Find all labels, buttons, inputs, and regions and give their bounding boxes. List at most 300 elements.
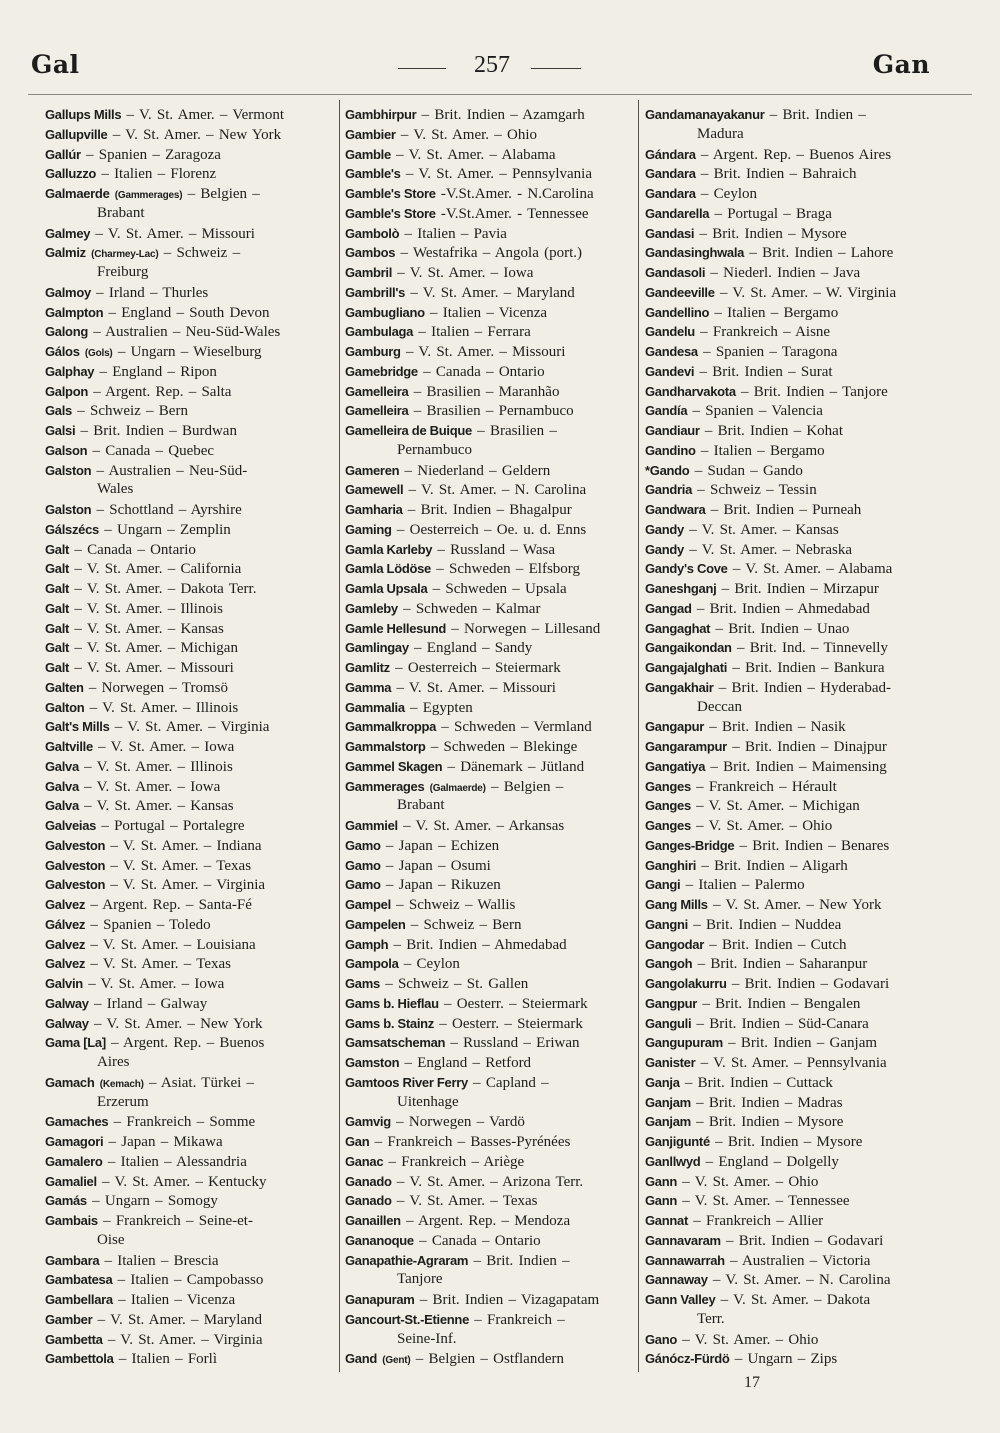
place-name: Gandevi	[645, 363, 695, 379]
location-detail: – Brit. Indien – Ganjam	[728, 1035, 878, 1052]
entry-line	[345, 658, 637, 678]
gazetteer-entry	[45, 757, 337, 777]
gazetteer-entry	[645, 836, 937, 856]
location-detail: -V.St.Amer. - N.Carolina	[440, 186, 594, 202]
place-name: Gams	[345, 976, 380, 991]
location-detail: – V. St. Amer. – Iowa	[397, 265, 534, 281]
entry-line	[645, 303, 937, 323]
gazetteer-entry	[45, 895, 337, 915]
gazetteer-entry	[345, 1053, 637, 1073]
entry-line	[45, 1014, 337, 1034]
place-name: Galt	[45, 581, 70, 596]
place-name: Gamph	[345, 936, 389, 952]
gazetteer-entry	[45, 678, 337, 698]
place-name: Gamsatscheman	[345, 1035, 446, 1051]
entry-line	[345, 520, 637, 540]
gazetteer-entry	[645, 1053, 937, 1073]
entry-continuation-line	[45, 1093, 337, 1113]
entry-line	[45, 737, 337, 757]
entry-line	[645, 382, 937, 402]
location-detail: – V. St. Amer. – Missouri	[405, 344, 566, 360]
place-name: Gangpur	[645, 995, 698, 1011]
gazetteer-entry	[345, 717, 637, 737]
entry-line	[345, 401, 637, 421]
place-name: Ganja	[645, 1074, 680, 1090]
column-2	[345, 105, 637, 1369]
location-detail: – V. St. Amer. – New York	[712, 897, 882, 913]
entry-line	[645, 1251, 937, 1271]
location-detail: – V. St. Amer. – N. Carolina	[712, 1272, 891, 1289]
place-name: Gandria	[645, 482, 693, 498]
place-name: Gandasinghwala	[645, 245, 745, 261]
location-continuation: Pernambuco	[397, 441, 472, 458]
place-name: Gandasoli	[645, 265, 706, 280]
gazetteer-entry	[345, 480, 637, 500]
gazetteer-entry	[645, 954, 937, 974]
entry-line	[345, 559, 637, 579]
gazetteer-entry	[645, 1132, 937, 1152]
entry-line	[45, 1191, 337, 1211]
location-continuation: Tanjore	[397, 1271, 443, 1288]
location-detail: – Ceylon	[403, 956, 460, 973]
place-name: Gamvig	[345, 1114, 391, 1130]
entry-line	[345, 1231, 637, 1251]
location-detail: – Canada – Ontario	[74, 541, 196, 558]
location-detail: -V.St.Amer. - Tennessee	[440, 205, 589, 222]
gazetteer-entry	[45, 145, 337, 165]
gazetteer-entry	[645, 500, 937, 520]
place-name: Gambugliano	[345, 304, 425, 320]
entry-line	[45, 619, 337, 639]
place-name: Gangakhair	[645, 679, 714, 695]
location-detail: – Australien – Victoria	[730, 1252, 871, 1269]
entry-line	[345, 698, 637, 718]
place-name: Galveston	[45, 837, 106, 853]
place-name: Gamaliel	[45, 1173, 97, 1189]
gazetteer-entry	[345, 1310, 637, 1350]
entry-line	[45, 1290, 337, 1310]
entry-line	[345, 678, 637, 698]
entry-continuation-line	[345, 441, 637, 461]
entry-line	[45, 421, 337, 441]
entry-line	[645, 796, 937, 816]
gazetteer-entry	[45, 184, 337, 224]
place-name: Galveston	[45, 877, 106, 893]
entry-line	[45, 796, 337, 816]
location-detail: – Italien – Palermo	[685, 877, 805, 894]
entry-line	[345, 915, 637, 935]
gazetteer-entry	[45, 1152, 337, 1172]
entry-line	[345, 461, 637, 481]
column-3	[645, 105, 937, 1369]
entry-line	[345, 500, 637, 520]
gazetteer-entry	[645, 1073, 937, 1093]
gazetteer-entry	[45, 362, 337, 382]
location-detail: – Spanien – Zaragoza	[86, 146, 221, 163]
entry-line	[45, 579, 337, 599]
location-continuation: Wales	[97, 481, 134, 498]
place-name: Galvez	[45, 897, 86, 912]
place-name: Gams b. Stainz	[345, 1015, 434, 1031]
gazetteer-entry	[45, 1132, 337, 1152]
location-detail: – Brit. Indien – Dinajpur	[732, 739, 887, 755]
place-name: Galluzzo	[45, 166, 97, 182]
entry-line	[345, 1132, 637, 1152]
location-detail: – V. St. Amer. – Pennsylvania	[405, 166, 592, 183]
location-detail: – V. St. Amer. – Ohio	[682, 1331, 819, 1348]
location-detail: – Brit. Indien –	[769, 107, 866, 123]
gazetteer-entry	[345, 243, 637, 263]
gazetteer-entry	[45, 579, 337, 599]
gazetteer-entry	[45, 698, 337, 718]
location-detail: – Schweiz – Bern	[410, 916, 522, 933]
gazetteer-entry	[45, 1014, 337, 1034]
location-continuation: Brabant	[97, 204, 145, 221]
gazetteer-entry	[345, 678, 637, 698]
location-detail: – V. St. Amer. – Ohio	[696, 818, 833, 834]
location-detail: – Oesterr. – Steiermark	[444, 995, 588, 1012]
place-name: Ganjam	[645, 1114, 691, 1130]
entry-line	[645, 757, 937, 777]
entry-line	[345, 619, 637, 639]
gazetteer-entry	[45, 224, 337, 244]
place-name: Gampelen	[345, 916, 406, 932]
gazetteer-entry	[645, 520, 937, 540]
entry-line	[645, 559, 937, 579]
location-detail: – Italien – Brescia	[104, 1252, 219, 1269]
gazetteer-entry	[45, 1290, 337, 1310]
place-name: Ganado	[345, 1173, 392, 1189]
place-name: Gándara	[645, 146, 696, 162]
alternate-name: (Kemach)	[99, 1078, 144, 1090]
place-name: Gangolakurru	[645, 976, 727, 991]
location-detail: – Schweden – Vermland	[441, 719, 592, 736]
gazetteer-entry	[645, 816, 937, 836]
entry-line	[645, 1290, 937, 1310]
gazetteer-entry	[45, 303, 337, 323]
entry-line	[45, 1211, 337, 1231]
gazetteer-entry	[45, 777, 337, 797]
place-name: Gan	[345, 1134, 370, 1149]
entry-line	[345, 717, 637, 737]
place-name: Gambara	[45, 1252, 100, 1268]
location-detail: – V. St. Amer. – Pennsylvania	[700, 1055, 887, 1071]
place-name: Gamble	[345, 146, 391, 162]
place-name: Galt	[45, 541, 70, 557]
entry-line	[45, 935, 337, 955]
place-name: Gandiaur	[645, 423, 700, 438]
place-name: Ganghiri	[645, 857, 697, 873]
entry-line	[645, 579, 937, 599]
location-detail: – V. St. Amer. – Tennessee	[682, 1193, 850, 1210]
entry-line	[345, 1014, 637, 1034]
location-detail: – Brit. Indien – Tanjore	[741, 383, 888, 400]
gazetteer-entry	[45, 1112, 337, 1132]
entry-line	[345, 1053, 637, 1073]
gazetteer-entry	[345, 382, 637, 402]
gazetteer-entry	[645, 994, 937, 1014]
entry-line	[45, 1073, 337, 1093]
gazetteer-entry	[45, 856, 337, 876]
location-detail: – V. St. Amer. – Dakota	[720, 1292, 871, 1308]
location-detail: – Norwegen – Vardö	[396, 1114, 525, 1131]
location-detail: – Schweiz – Bern	[77, 403, 188, 420]
entry-line	[345, 382, 637, 402]
entry-line	[645, 263, 937, 283]
place-name: Gangi	[645, 877, 681, 893]
gazetteer-entry	[45, 1310, 337, 1330]
entry-line	[645, 322, 937, 342]
place-name: Galveias	[45, 818, 97, 833]
location-detail: – Frankreich – Hérault	[696, 778, 837, 795]
location-detail: – Brasilien –	[477, 423, 557, 439]
place-name: Gamlitz	[345, 660, 390, 675]
gazetteer-entry	[45, 283, 337, 303]
entry-line	[45, 303, 337, 323]
location-detail: – Brit. Indien – Lahore	[749, 245, 894, 262]
entry-continuation-line	[45, 480, 337, 500]
location-detail: – Italien – Campobasso	[117, 1272, 264, 1289]
gazetteer-entry	[645, 1211, 937, 1231]
entry-line	[645, 974, 937, 994]
place-name: Ganeshganj	[645, 581, 717, 596]
gazetteer-entry	[345, 619, 637, 639]
place-name: Gamla Karleby	[345, 541, 433, 557]
gazetteer-entry	[345, 856, 637, 876]
location-detail: – Schweiz – Tessin	[697, 482, 817, 499]
location-detail: – Italien – Pavia	[404, 225, 507, 242]
location-detail: – Brit. Indien – Maimensing	[710, 758, 887, 775]
place-name: Gálvez	[45, 916, 86, 932]
location-detail: – V. St. Amer. – Arizona Terr.	[396, 1173, 584, 1190]
place-name: Gannawarrah	[645, 1252, 725, 1268]
header-dash	[531, 68, 581, 69]
entry-line	[645, 540, 937, 560]
entry-line	[645, 777, 937, 797]
entry-line	[645, 1093, 937, 1113]
location-detail: – V. St. Amer. – Iowa	[88, 976, 225, 992]
location-detail: – Portugal – Braga	[714, 205, 832, 222]
entry-line	[645, 1053, 937, 1073]
location-detail: – Canada – Quebec	[92, 442, 215, 459]
gazetteer-entry	[45, 441, 337, 461]
entry-line	[45, 757, 337, 777]
location-detail: – V. St. Amer. – Vermont	[126, 107, 285, 123]
location-detail: – Argent. Rep. – Mendoza	[406, 1213, 571, 1229]
location-detail: – V. St. Amer. – Maryland	[97, 1311, 263, 1328]
gazetteer-entry	[45, 638, 337, 658]
entry-line	[645, 994, 937, 1014]
location-detail: – Japan – Osumi	[385, 857, 491, 874]
entry-line	[45, 875, 337, 895]
place-name: Galvin	[45, 976, 83, 991]
entry-line	[345, 579, 637, 599]
location-detail: – Italien – Bergamo	[700, 442, 825, 459]
location-detail: – Brit. Indien – Kohat	[704, 423, 843, 439]
location-detail: – Australien – Neu-Süd-	[96, 462, 248, 479]
gazetteer-entry	[345, 500, 637, 520]
location-detail: – Brit. Indien – Madras	[696, 1094, 843, 1111]
location-detail: – V. St. Amer. – Dakota Terr.	[74, 581, 257, 597]
place-name: Gandwara	[645, 502, 706, 517]
place-name: Gamelleira	[345, 403, 409, 419]
entry-line	[45, 342, 337, 362]
header-dash	[398, 68, 446, 69]
entry-line	[645, 856, 937, 876]
entry-line	[645, 441, 937, 461]
place-name: Gangoh	[645, 956, 693, 972]
location-detail: – Norwegen – Tromsö	[88, 679, 228, 696]
place-name: Gálos	[45, 344, 80, 359]
alternate-name: (Gammerages)	[114, 190, 183, 201]
gazetteer-entry	[45, 342, 337, 362]
entry-line	[45, 974, 337, 994]
entry-line	[645, 1349, 937, 1369]
gazetteer-entry	[45, 243, 337, 283]
location-detail: – V. St. Amer. – Kansas	[74, 620, 224, 637]
place-name: Galson	[45, 442, 88, 458]
gazetteer-entry	[345, 935, 637, 955]
entry-line	[345, 599, 637, 619]
gazetteer-entry	[645, 1172, 937, 1192]
entry-line	[345, 974, 637, 994]
entry-line	[45, 638, 337, 658]
entry-line	[345, 1073, 637, 1093]
place-name: Galong	[45, 324, 88, 340]
gazetteer-entry	[345, 1073, 637, 1113]
location-detail: – Brit. Indien – Aligarh	[701, 857, 848, 874]
page-number: 257	[474, 52, 510, 78]
gazetteer-entry	[345, 1251, 637, 1291]
entry-line	[345, 1211, 637, 1231]
entry-line	[45, 559, 337, 579]
gazetteer-entry	[45, 658, 337, 678]
entry-line	[345, 757, 637, 777]
gazetteer-entry	[645, 875, 937, 895]
gazetteer-entry	[345, 1152, 637, 1172]
place-name: Gandy	[645, 541, 684, 557]
gazetteer-entry	[345, 1290, 637, 1310]
entry-line	[45, 362, 337, 382]
entry-line	[645, 599, 937, 619]
gazetteer-entry	[345, 461, 637, 481]
place-name: Gandía	[645, 403, 688, 419]
location-detail: – Frankreich – Somme	[113, 1114, 256, 1131]
place-name: Gamla Lödöse	[345, 561, 431, 577]
gazetteer-entry	[645, 1270, 937, 1290]
place-name: Galway	[45, 1015, 89, 1031]
place-name: Gameren	[345, 462, 400, 478]
entry-line	[645, 243, 937, 263]
gazetteer-entry	[645, 619, 937, 639]
gazetteer-entry	[345, 816, 637, 836]
column-1	[45, 105, 337, 1369]
location-detail: – Brit. Indien – Bankura	[732, 660, 885, 676]
location-detail: – Westafrika – Angola (port.)	[400, 245, 583, 262]
location-detail: – Brit. Indien – Mirzapur	[721, 581, 879, 597]
gazetteer-entry	[645, 480, 937, 500]
gazetteer-entry	[645, 974, 937, 994]
location-detail: – Brit. Indien – Godavari	[726, 1232, 884, 1249]
place-name: Gammalkroppa	[345, 719, 437, 735]
gazetteer-entry	[45, 559, 337, 579]
entry-line	[345, 342, 637, 362]
place-name: Ganges-Bridge	[645, 837, 735, 853]
entry-line	[645, 362, 937, 382]
location-detail: – V. St. Amer. – Kansas	[689, 521, 839, 538]
place-name: Gamach	[45, 1074, 95, 1090]
location-detail: – Schweden – Kalmar	[403, 600, 541, 617]
entry-line	[645, 954, 937, 974]
place-name: Galt's Mills	[45, 719, 110, 735]
location-detail: – Schweiz –	[163, 245, 241, 262]
place-name: Gambellara	[45, 1292, 113, 1307]
location-detail: – Ungarn – Zips	[734, 1351, 838, 1368]
entry-line	[645, 1330, 937, 1350]
place-name: Galva	[45, 798, 79, 814]
location-detail: – Italien – Forlì	[118, 1351, 218, 1368]
place-name: Ganaillen	[345, 1213, 401, 1228]
gazetteer-entry	[645, 1093, 937, 1113]
location-detail: – Schweden – Upsala	[432, 581, 567, 597]
entry-line	[645, 401, 937, 421]
entry-line	[645, 1172, 937, 1192]
entry-line	[45, 698, 337, 718]
gazetteer-entry	[645, 1112, 937, 1132]
entry-line	[645, 895, 937, 915]
entry-line	[345, 1172, 637, 1192]
entry-line	[345, 105, 637, 125]
location-detail: – Brasilien – Maranhão	[413, 383, 560, 400]
place-name: Gamo	[345, 837, 381, 853]
place-name: Gamewell	[345, 482, 404, 498]
place-name: Gann	[645, 1193, 678, 1209]
entry-line	[645, 717, 937, 737]
gazetteer-entry	[645, 105, 937, 145]
entry-line	[45, 816, 337, 836]
place-name: Gambais	[45, 1213, 98, 1228]
entry-line	[345, 856, 637, 876]
entry-line	[645, 204, 937, 224]
location-detail: – Brit. Indien – Godavari	[731, 976, 890, 992]
entry-line	[345, 836, 637, 856]
entry-continuation-line	[645, 1310, 937, 1330]
gazetteer-entry	[345, 1349, 637, 1369]
gazetteer-entry	[45, 717, 337, 737]
location-detail: – Brit. Indien – Mysore	[696, 1114, 844, 1131]
gazetteer-entry	[45, 935, 337, 955]
place-name: Gano	[645, 1331, 678, 1347]
gazetteer-entry	[645, 1191, 937, 1211]
entry-line	[645, 145, 937, 165]
entry-line	[645, 836, 937, 856]
entry-line	[45, 954, 337, 974]
entry-line	[645, 638, 937, 658]
place-name: Gamalero	[45, 1153, 103, 1169]
place-name: Galvez	[45, 956, 86, 972]
gazetteer-entry	[45, 1033, 337, 1073]
gazetteer-entry	[345, 204, 637, 224]
place-name: Gangad	[645, 600, 692, 616]
location-detail: – Spanien – Taragona	[703, 344, 838, 360]
place-name: Gama [La]	[45, 1035, 106, 1051]
location-continuation: Freiburg	[97, 264, 149, 280]
location-detail: – Schottland – Ayrshire	[96, 502, 242, 518]
gazetteer-entry	[645, 441, 937, 461]
place-name: Gannavaram	[645, 1232, 721, 1248]
location-detail: – Brit. Indien – Ahmedabad	[393, 936, 567, 953]
location-detail: – V. St. Amer. – Michigan	[696, 798, 860, 815]
